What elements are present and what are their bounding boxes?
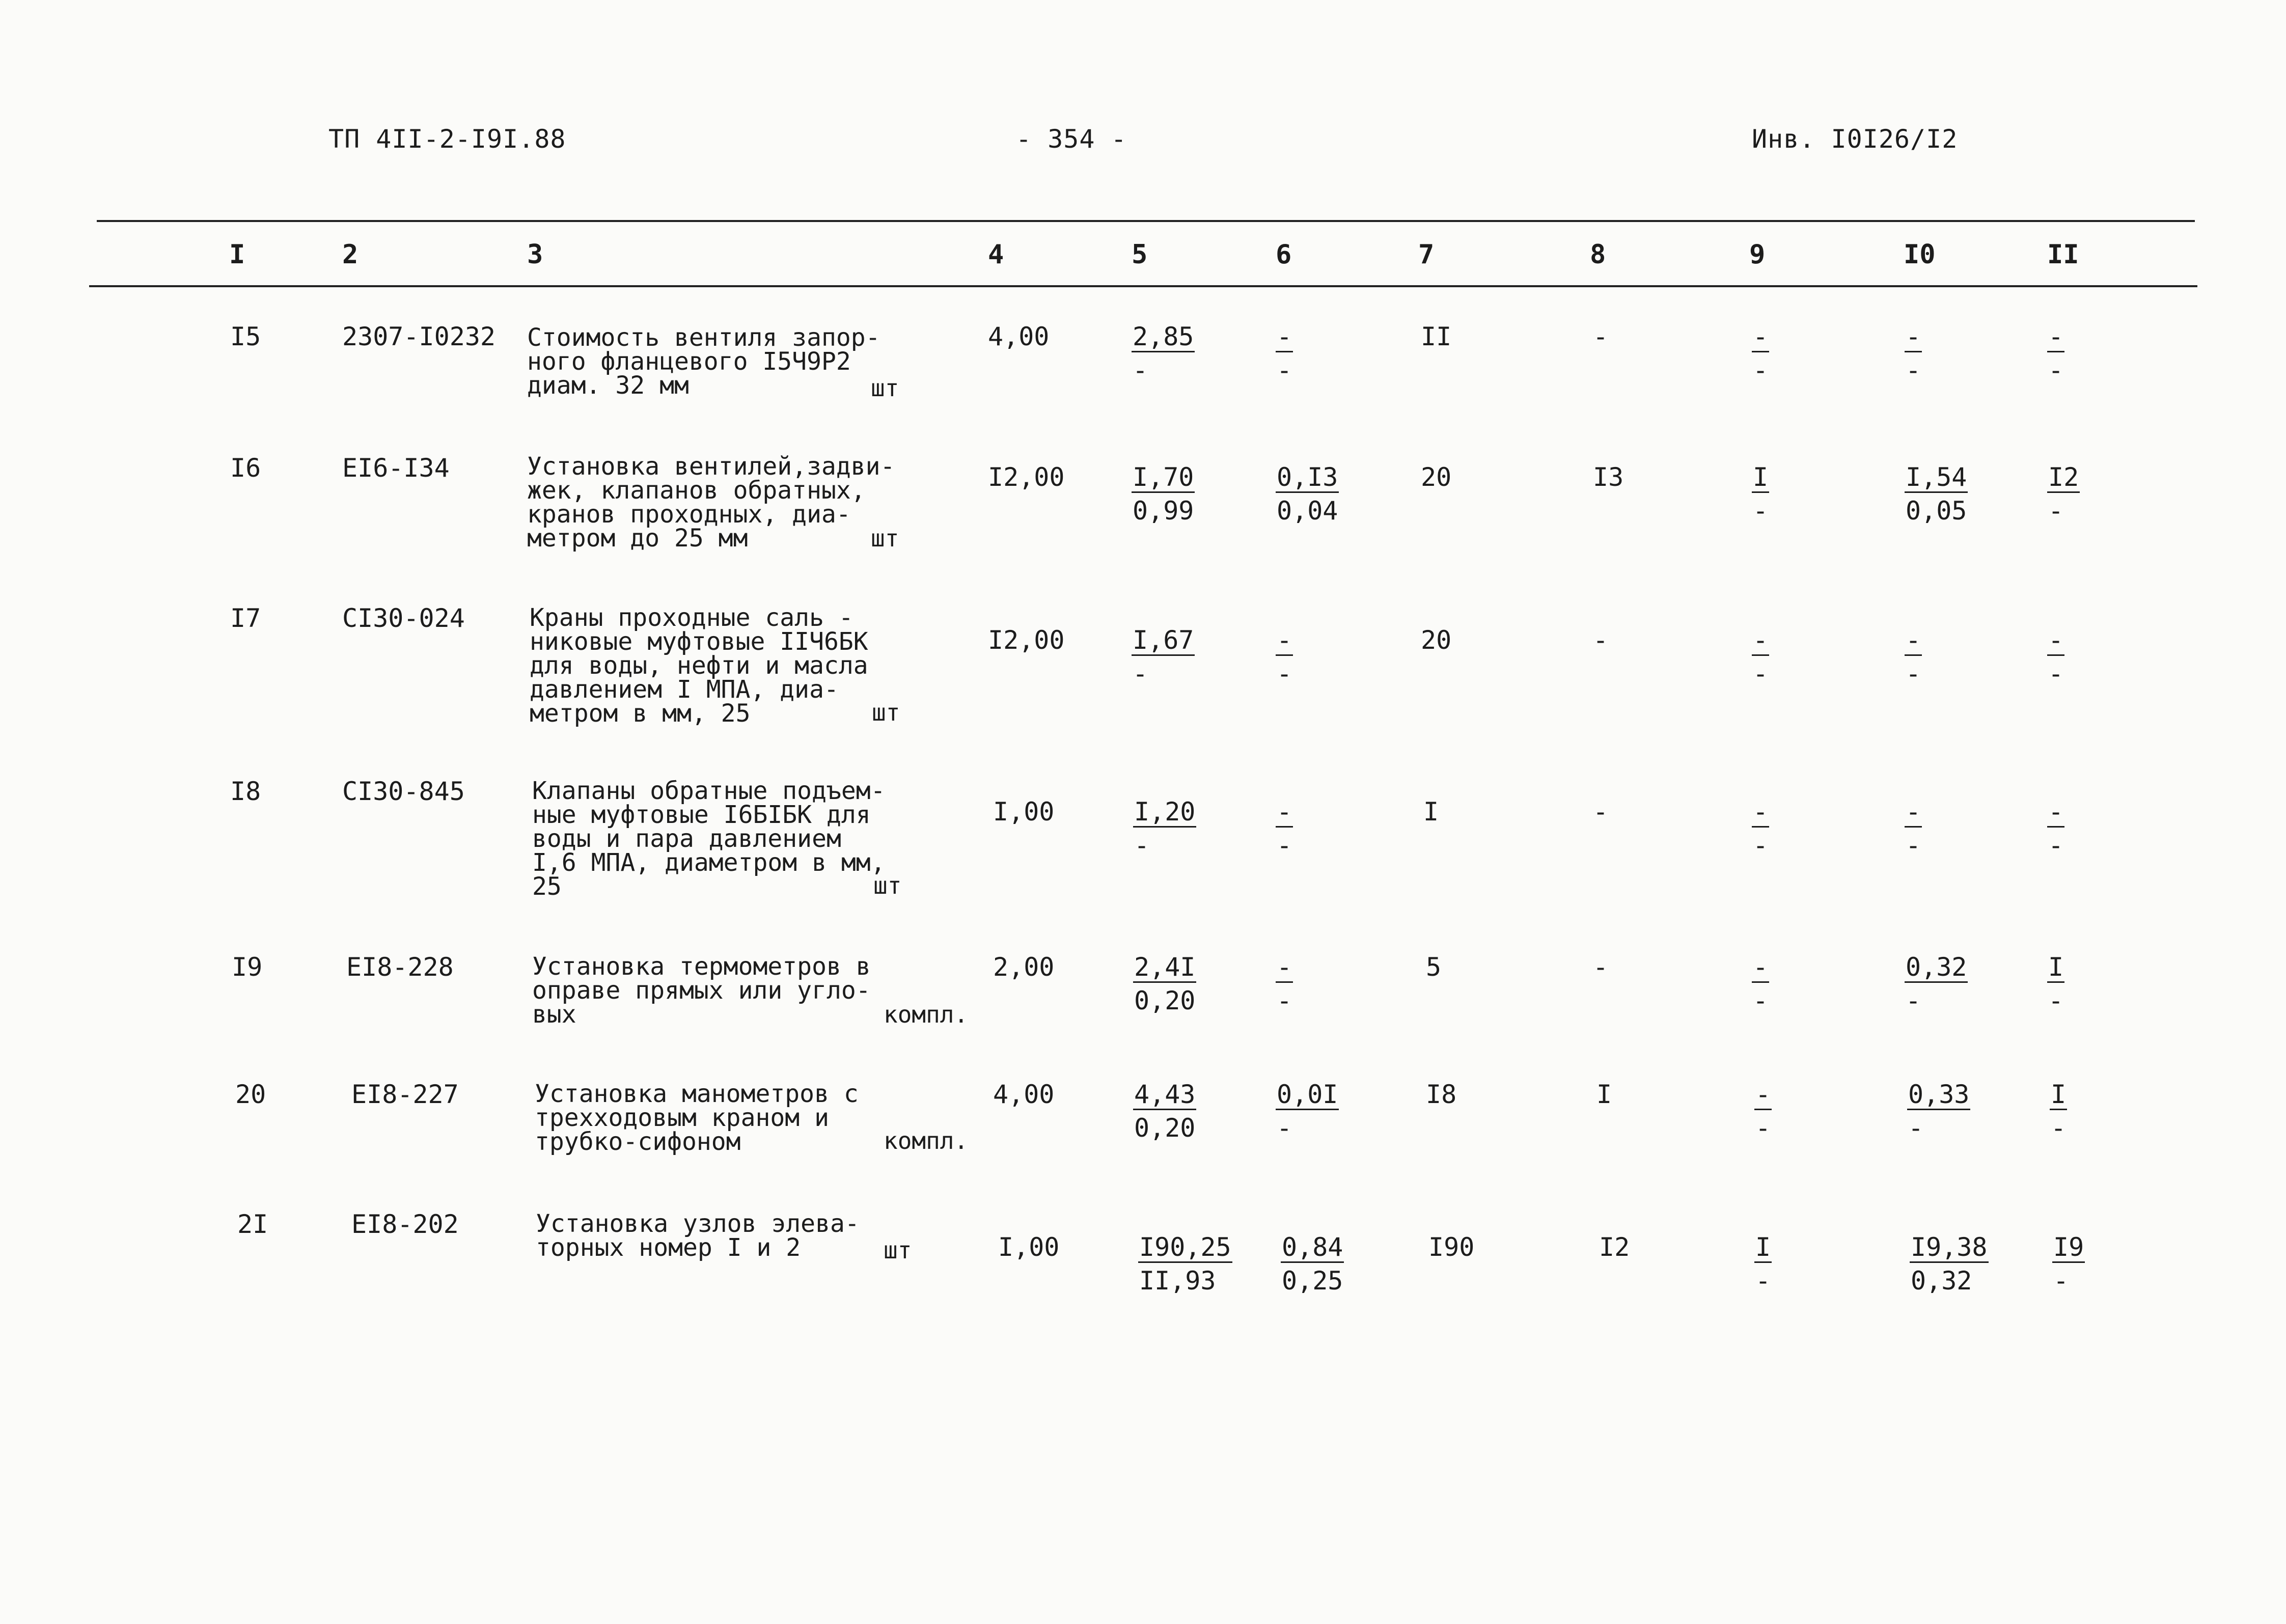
col-header-6: 6 [1276, 239, 1292, 270]
numerator: I [1755, 1232, 1771, 1262]
denominator: - [1277, 1113, 1292, 1143]
denominator: - [2048, 986, 2064, 1015]
denominator: - [2053, 1266, 2069, 1296]
cell-col11 [2050, 1080, 2067, 1146]
numerator: I,54 [1906, 462, 1967, 492]
denominator: 0,99 [1133, 496, 1194, 526]
cell-col8: I [1596, 1080, 1612, 1109]
numerator: - [1906, 625, 1921, 655]
denominator: II,93 [1139, 1266, 1216, 1296]
cell-col8: I2 [1599, 1232, 1630, 1262]
cell-col7: II [1421, 322, 1452, 351]
denominator: - [1908, 1113, 1924, 1143]
cell-col6 [1276, 322, 1293, 388]
numerator: I9,38 [1911, 1232, 1988, 1262]
cell-col5 [1132, 625, 1195, 692]
denominator: 0,20 [1134, 986, 1196, 1015]
item-unit: шт [884, 1236, 912, 1264]
col-header-3: 3 [527, 239, 543, 270]
cell-col7: 20 [1421, 462, 1452, 492]
cell-col5 [1132, 462, 1195, 529]
numerator: I90,25 [1139, 1232, 1231, 1262]
col-header-10: I0 [1904, 239, 1936, 270]
numerator: 2,4I [1134, 952, 1196, 982]
numerator: 2,85 [1133, 322, 1194, 351]
item-description: Стоимость вентиля запор- ного фланцевого I5Ч9Р2 диам. 32 мм [527, 323, 880, 400]
item-description: Установка термометров в оправе прямых или угло- вых [532, 952, 871, 1029]
denominator: - [2048, 355, 2064, 385]
numerator: - [1753, 797, 1769, 827]
item-unit: компл. [884, 1001, 969, 1028]
numerator: 0,I3 [1277, 462, 1338, 492]
denominator: - [1906, 986, 1921, 1015]
item-description: Установка узлов элева- торных номер I и 2 [536, 1209, 860, 1262]
cell-col9 [1752, 625, 1769, 692]
numerator: - [2048, 625, 2064, 655]
numerator: - [2048, 797, 2064, 827]
col-header-1: I [229, 239, 245, 270]
cell-col10 [1905, 625, 1922, 692]
cell-col7: 20 [1421, 625, 1452, 655]
cell-col10 [1905, 797, 1922, 863]
row-number: 2I [237, 1209, 268, 1239]
cell-col7: 5 [1426, 952, 1442, 982]
col-header-8: 8 [1590, 239, 1606, 270]
col-header-4: 4 [988, 239, 1004, 270]
cell-col11 [2047, 462, 2080, 529]
denominator: - [1755, 1113, 1771, 1143]
denominator: - [1133, 355, 1148, 385]
quantity: I,00 [993, 797, 1055, 827]
top-rule [97, 220, 2195, 222]
quantity: I2,00 [988, 462, 1065, 492]
numerator: 0,32 [1906, 952, 1967, 982]
denominator: - [1753, 831, 1769, 860]
denominator: - [1277, 659, 1292, 689]
denominator: - [2048, 659, 2064, 689]
numerator: - [1277, 952, 1292, 982]
cell-col10 [1905, 322, 1922, 388]
cell-col8: - [1593, 797, 1609, 827]
cell-col7: I8 [1426, 1080, 1457, 1109]
cell-col10 [1907, 1080, 1970, 1146]
denominator: - [2048, 496, 2064, 526]
rate-code: CI30-024 [342, 603, 465, 633]
cell-col5 [1133, 952, 1196, 1019]
col-header-2: 2 [342, 239, 359, 270]
item-description: Установка вентилей,задви- жек, клапанов обратных, кранов проходных, диа- метром до 25 мм [527, 452, 895, 553]
col-header-5: 5 [1132, 239, 1148, 270]
numerator: 0,33 [1908, 1080, 1970, 1109]
numerator: I [1753, 462, 1769, 492]
rate-code: EI8-227 [351, 1080, 459, 1109]
numerator: - [1277, 322, 1292, 351]
col-header-9: 9 [1749, 239, 1766, 270]
cell-col5 [1133, 797, 1196, 863]
numerator: I [2048, 952, 2064, 982]
denominator: 0,04 [1277, 496, 1338, 526]
item-unit: шт [873, 872, 902, 899]
denominator: 0,32 [1911, 1266, 1972, 1296]
row-number: I8 [230, 777, 261, 806]
row-number: 20 [235, 1080, 266, 1109]
numerator: I9 [2053, 1232, 2084, 1262]
row-number: I7 [230, 603, 261, 633]
numerator: - [1906, 322, 1921, 351]
denominator: - [1906, 659, 1921, 689]
cell-col5 [1133, 1080, 1196, 1146]
numerator: I2 [2048, 462, 2079, 492]
denominator: - [1753, 986, 1769, 1015]
numerator: I,67 [1133, 625, 1194, 655]
quantity: 4,00 [993, 1080, 1055, 1109]
rate-code: EI6-I34 [342, 453, 450, 483]
numerator: I,70 [1133, 462, 1194, 492]
cell-col9 [1754, 1232, 1772, 1299]
cell-col11 [2052, 1232, 2085, 1299]
denominator: - [1753, 496, 1769, 526]
quantity: 4,00 [988, 322, 1050, 351]
cell-col6 [1281, 1232, 1344, 1299]
cell-col9 [1752, 462, 1769, 529]
col-header-11: II [2047, 239, 2079, 270]
cell-col11 [2047, 797, 2064, 863]
cell-col10 [1905, 462, 1968, 529]
item-unit: компл. [884, 1127, 969, 1154]
denominator: - [1133, 659, 1148, 689]
numerator: I [2051, 1080, 2067, 1109]
numerator: - [1755, 1080, 1771, 1109]
denominator: - [1277, 831, 1292, 860]
denominator: - [1134, 831, 1150, 860]
numerator: - [1753, 322, 1769, 351]
numerator: - [2048, 322, 2064, 351]
denominator: - [1906, 831, 1921, 860]
denominator: 0,20 [1134, 1113, 1196, 1143]
denominator: - [2051, 1113, 2067, 1143]
cell-col6 [1276, 797, 1293, 863]
cell-col11 [2047, 625, 2064, 692]
item-description: Установка манометров с трехходовым краном и трубко-сифоном [535, 1080, 859, 1156]
document-code: ТП 4II-2-I9I.88 [328, 124, 566, 154]
item-unit: шт [872, 699, 900, 726]
numerator: 0,84 [1282, 1232, 1343, 1262]
quantity: I,00 [998, 1232, 1060, 1262]
denominator: - [2048, 831, 2064, 860]
denominator: - [1277, 986, 1292, 1015]
denominator: - [1755, 1266, 1771, 1296]
item-description: Клапаны обратные подъем- ные муфтовые I6БIБК для воды и пара давлением I,6 МПА, диаметром в мм, 25 [532, 777, 886, 901]
denominator: - [1906, 355, 1921, 385]
cell-col8: - [1593, 322, 1609, 351]
cell-col8: I3 [1593, 462, 1624, 492]
quantity: I2,00 [988, 625, 1065, 655]
cell-col9 [1752, 952, 1769, 1019]
numerator: I,20 [1134, 797, 1196, 827]
denominator: - [1753, 659, 1769, 689]
denominator: - [1753, 355, 1769, 385]
page-number: - 354 - [1016, 124, 1127, 154]
numerator: 0,0I [1277, 1080, 1338, 1109]
quantity: 2,00 [993, 952, 1055, 982]
cell-col8: - [1593, 952, 1609, 982]
item-unit: шт [871, 374, 899, 402]
cell-col9 [1752, 797, 1769, 863]
numerator: 4,43 [1134, 1080, 1196, 1109]
item-description: Краны проходные саль - никовые муфтовые IIЧ6БК для воды, нефти и масла давлением I МПА, диа- метром в мм, 25 [530, 603, 868, 728]
row-number: I6 [230, 453, 261, 483]
denominator: 0,05 [1906, 496, 1967, 526]
cell-col7: I90 [1428, 1232, 1475, 1262]
row-number: I5 [230, 322, 261, 351]
inventory-number: Инв. I0I26/I2 [1752, 124, 1958, 154]
cell-col11 [2047, 322, 2064, 388]
numerator: - [1277, 625, 1292, 655]
cell-col9 [1754, 1080, 1772, 1146]
cell-col7: I [1423, 797, 1439, 827]
cell-col5 [1138, 1232, 1232, 1299]
rate-code: EI8-202 [351, 1209, 459, 1239]
cell-col11 [2047, 952, 2064, 1019]
numerator: - [1906, 797, 1921, 827]
cell-col10 [1905, 952, 1968, 1019]
rate-code: 2307-I0232 [342, 322, 496, 351]
denominator: - [1277, 355, 1292, 385]
cell-col5 [1132, 322, 1195, 388]
cell-col6 [1276, 952, 1293, 1019]
cell-col10 [1910, 1232, 1989, 1299]
item-unit: шт [871, 525, 899, 552]
cell-col6 [1276, 1080, 1339, 1146]
cell-col9 [1752, 322, 1769, 388]
numerator: - [1277, 797, 1292, 827]
cell-col6 [1276, 625, 1293, 692]
row-number: I9 [232, 952, 263, 982]
numerator: - [1753, 952, 1769, 982]
rate-code: CI30-845 [342, 777, 465, 806]
column-header-rule [89, 285, 2197, 287]
col-header-7: 7 [1418, 239, 1435, 270]
cell-col6 [1276, 462, 1339, 529]
rate-code: EI8-228 [346, 952, 454, 982]
denominator: 0,25 [1282, 1266, 1343, 1296]
cell-col8: - [1593, 625, 1609, 655]
numerator: - [1753, 625, 1769, 655]
